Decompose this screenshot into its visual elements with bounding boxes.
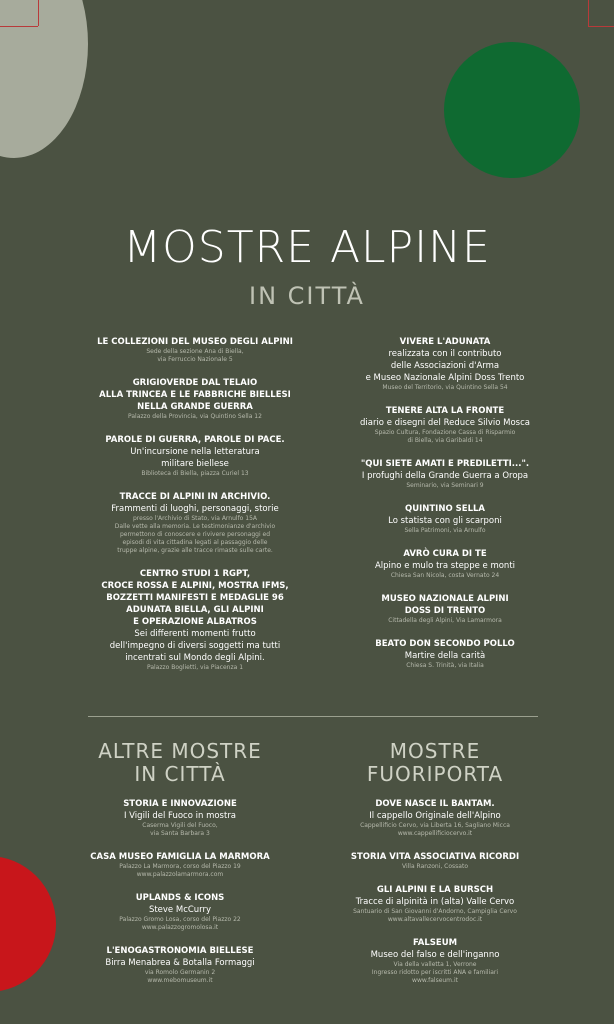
entry-location-line: Museo del Territorio, via Quintino Sella 54 [382, 384, 508, 391]
entry-description-line: Museo del falso e dell'inganno [370, 950, 500, 960]
entry-title-line: DOSS DI TRENTO [404, 606, 486, 616]
poster-title: MOSTRE ALPINE [123, 222, 491, 273]
exhibition-entry [330, 884, 540, 924]
entry-description-line: Un'incursione nella letteratura [130, 447, 260, 457]
entry-location-line: Spazio Cultura, Fondazione Cassa di Risparmio [374, 429, 516, 436]
entry-location-line: via Ferruccio Nazionale 5 [157, 356, 233, 363]
entry-title-line: FALSEUM [412, 938, 458, 948]
decorative-grey-circle [0, 0, 88, 158]
poster-subtitle: IN CITTÀ [249, 282, 365, 310]
entry-location-line: di Biella, via Garibaldi 14 [407, 437, 483, 444]
section-divider [88, 716, 538, 717]
entry-description-line: Birra Menabrea & Botalla Formaggi [105, 958, 255, 968]
entry-title-line: BOZZETTI MANIFESTI E MEDAGLIE 96 [106, 593, 284, 603]
exhibition-entry [330, 548, 560, 580]
entry-title-line: STORIA VITA ASSOCIATIVA RICORDI [350, 852, 520, 862]
exhibition-entry [80, 491, 310, 555]
entry-description-line: realizzata con il contributo [388, 349, 502, 359]
entry-description-line: dell'impegno di diversi soggetti ma tutti [109, 641, 281, 651]
entry-location-line: Palazzo Boglietti, via Piacenza 1 [146, 664, 244, 671]
exhibition-entry [80, 851, 280, 879]
fuoriporta-column [330, 798, 540, 998]
entry-location-line: Sede della sezione Ana di Biella, [146, 348, 244, 355]
entry-location-line: www.falseum.it [412, 977, 458, 984]
exhibition-entry [330, 458, 560, 490]
entry-location-line: truppe alpine, grazie alle tracce rimaste sulle carte. [117, 547, 273, 554]
entry-location-line: Seminario, via Seminari 9 [406, 482, 484, 489]
entry-location-line: www.palazzogromolosa.it [141, 924, 219, 931]
exhibition-entry [80, 434, 310, 478]
entry-location-line: via Romolo Germanin 2 [144, 969, 216, 976]
entry-title-line: TENERE ALTA LA FRONTE [385, 406, 505, 416]
entry-location-line: Dalle vette alla memoria. Le testimonianze d'archivio [114, 523, 276, 530]
entry-title-line: ALLA TRINCEA E LE FABBRICHE BIELLESI [99, 390, 291, 400]
exhibition-entry [80, 377, 310, 421]
exhibition-entry [80, 336, 310, 364]
entry-location-line: www.altavallecervocentrodoc.it [387, 916, 483, 923]
entry-title-line: ADUNATA BIELLA, GLI ALPINI [126, 605, 264, 615]
entry-location-line: Biblioteca di Biella, piazza Curiel 13 [141, 470, 249, 477]
crop-mark [588, 26, 614, 27]
entry-description-line: I profughi della Grande Guerra a Oropa [361, 471, 529, 481]
decorative-green-circle [444, 42, 580, 178]
entry-title-line: CASA MUSEO FAMIGLIA LA MARMORA [90, 852, 270, 862]
entry-location-line: www.mebomuseum.it [147, 977, 213, 984]
exhibition-entry [80, 568, 310, 672]
entry-location-line: Ingresso ridotto per iscritti ANA e familiari [371, 969, 499, 976]
crop-mark [0, 26, 38, 27]
exhibition-entry [330, 937, 540, 985]
entry-description-line: Frammenti di luoghi, personaggi, storie [111, 504, 279, 514]
entry-title-line: DOVE NASCE IL BANTAM. [375, 799, 495, 809]
entry-location-line: Palazzo Gromo Losa, corso del Piazzo 22 [119, 916, 241, 923]
entry-title-line: "QUI SIETE AMATI E PREDILETTI...". [360, 459, 530, 469]
exhibition-entry [330, 593, 560, 625]
entry-title-line: GRIGIOVERDE DAL TELAIO [132, 378, 258, 388]
exhibition-entry [330, 638, 560, 670]
entry-title-line: STORIA E INNOVAZIONE [123, 799, 237, 809]
entry-location-line: Via della valletta 1, Verrone [393, 961, 477, 968]
entry-location-line: Sella Patrimoni, via Arnulfo [404, 527, 486, 534]
entry-description-line: diario e disegni del Reduce Silvio Mosca [359, 418, 530, 428]
entry-title-line: CROCE ROSSA E ALPINI, MOSTRA IFMS, [101, 581, 289, 591]
entry-location-line: Cappellificio Cervo, via Liberta 16, Sagliano Micca [360, 822, 510, 829]
heading-line: MOSTRE [389, 739, 481, 763]
entry-location-line: permettono di conoscere e rivivere personaggi ed [119, 531, 271, 538]
entry-location-line: www.palazzolamarmora.com [136, 871, 224, 878]
heading-line: FUORIPORTA [366, 762, 504, 786]
entry-title-line: AVRÒ CURA DI TE [403, 549, 487, 559]
entry-title-line: BEATO DON SECONDO POLLO [375, 639, 515, 649]
entry-description-line: Sei differenti momenti frutto [134, 629, 256, 639]
entry-title-line: L'ENOGASTRONOMIA BIELLESE [106, 946, 254, 956]
entry-description-line: Tracce di alpinità in (alta) Valle Cervo [355, 897, 515, 907]
exhibition-entry [80, 892, 280, 932]
exhibition-entry [330, 798, 540, 838]
entry-location-line: Cittadella degli Alpini, Via Lamarmora [388, 617, 502, 624]
heading-line: ALTRE MOSTRE [98, 739, 262, 763]
fuoriporta-heading [330, 740, 540, 786]
entry-location-line: Chiesa San Nicola, costa Vernato 24 [390, 572, 500, 579]
decorative-red-circle [0, 856, 56, 992]
entry-description-line: Il cappello Originale dell'Alpino [369, 811, 501, 821]
entry-title-line: QUINTINO SELLA [404, 504, 485, 514]
entry-description-line: Lo statista con gli scarponi [388, 516, 502, 526]
entry-title-line: CENTRO STUDI 1 RGPT, [139, 569, 251, 579]
entry-location-line: episodi di vita cittadina legati al passaggio delle [122, 539, 268, 546]
crop-mark [38, 0, 39, 26]
entry-location-line: Santuario di San Giovanni d'Andorno, Campiglia Cervo [353, 908, 517, 915]
entry-description-line: Steve McCurry [148, 905, 212, 915]
entry-location-line: Chiesa S. Trinità, via Italia [406, 662, 484, 669]
altre-mostre-column [80, 798, 280, 998]
left-exhibitions-column [80, 336, 310, 685]
crop-mark [588, 0, 589, 26]
exhibition-entry [330, 405, 560, 445]
entry-location-line: Villa Ranzoni, Cossato [402, 863, 468, 870]
entry-location-line: www.cappellificiocervo.it [397, 830, 473, 837]
entry-location-line: Palazzo della Provincia, via Quintino Sella 12 [128, 413, 262, 420]
entry-location-line: presso l'Archivio di Stato, via Arnulfo 15A [132, 515, 257, 522]
entry-location-line: Palazzo La Marmora, corso del Piazzo 19 [119, 863, 241, 870]
entry-location-line: via Santa Barbara 3 [150, 830, 210, 837]
entry-description-line: I Vigili del Fuoco in mostra [123, 811, 237, 821]
heading-line: IN CITTÀ [134, 762, 226, 786]
entry-description-line: incentrati sul Mondo degli Alpini. [125, 653, 265, 663]
entry-description-line: e Museo Nazionale Alpini Doss Trento [365, 373, 525, 383]
entry-title-line: UPLANDS & ICONS [135, 893, 225, 903]
entry-title-line: VIVERE L'ADUNATA [399, 337, 491, 347]
exhibition-entry [330, 503, 560, 535]
exhibition-entry [330, 851, 540, 871]
exhibition-entry [80, 945, 280, 985]
entry-description-line: militare biellese [161, 459, 229, 469]
entry-description-line: Martire della carità [404, 651, 486, 661]
entry-title-line: MUSEO NAZIONALE ALPINI [381, 594, 509, 604]
exhibition-entry [330, 336, 560, 392]
right-exhibitions-column [330, 336, 560, 683]
exhibition-entry [80, 798, 280, 838]
entry-location-line: Caserma Vigili del Fuoco, [142, 822, 218, 829]
entry-title-line: TRACCE DI ALPINI IN ARCHIVIO. [119, 492, 271, 502]
entry-description-line: delle Associazioni d'Arma [390, 361, 500, 371]
entry-title-line: NELLA GRANDE GUERRA [137, 402, 253, 412]
altre-mostre-heading [80, 740, 280, 786]
entry-description-line: Alpino e mulo tra steppe e monti [374, 561, 516, 571]
entry-title-line: LE COLLEZIONI DEL MUSEO DEGLI ALPINI [97, 337, 293, 347]
entry-title-line: E OPERAZIONE ALBATROS [133, 617, 257, 627]
entry-title-line: GLI ALPINI E LA BURSCH [376, 885, 494, 895]
entry-title-line: PAROLE DI GUERRA, PAROLE DI PACE. [105, 435, 285, 445]
